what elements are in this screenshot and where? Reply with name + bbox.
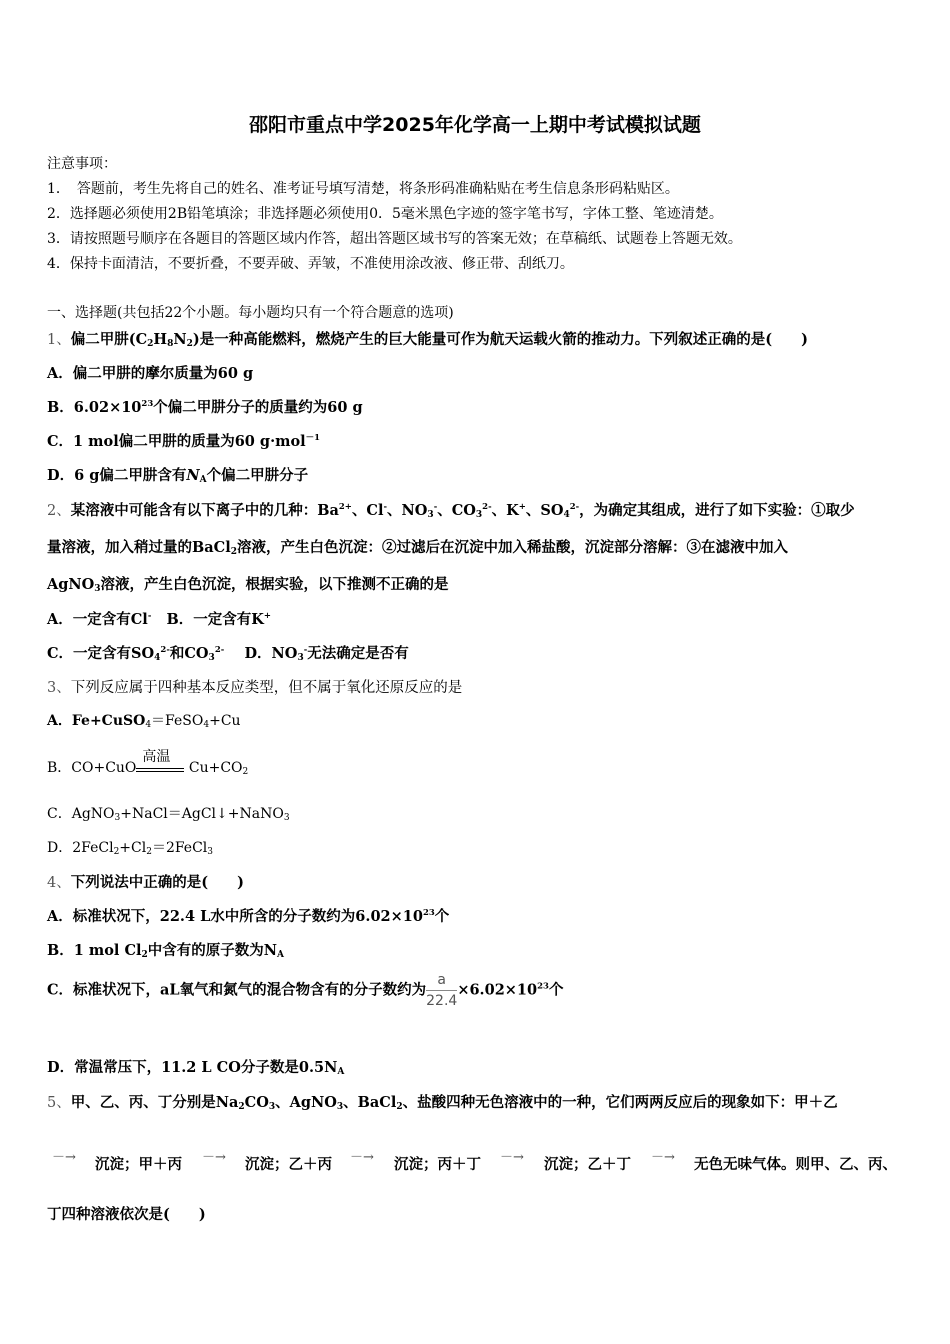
question-3-stem: 3、下列反应属于四种基本反应类型，但不属于氧化还原反应的是 bbox=[47, 680, 463, 696]
question-1-option-b: B．$6.02\times 10^{23}$个偏二甲肼分子的质量约为60 g bbox=[47, 399, 363, 416]
question-5-stem-line-3: 丁四种溶液依次是( ) bbox=[47, 1206, 206, 1223]
section-heading: 一、选择题(共包括22个小题。每小题均只有一个符合题意的选项) bbox=[47, 305, 454, 321]
reaction-arrow-icon: －→ bbox=[202, 1150, 226, 1165]
question-3-option-a: A．Fe+CuSO$_4$＝FeSO$_4$+Cu bbox=[47, 713, 241, 730]
question-2-options-cd: C．一定含有$SO_4^{2-}$和$CO_3^{2-}$ D．$NO_3^-$无法确定是否有 bbox=[47, 645, 409, 663]
question-3-option-b: B．CO+CuO 高温 $Cu+CO_2$ bbox=[47, 749, 249, 777]
question-3-option-d: D．$2FeCl_2+Cl_2=2FeCl_3$ bbox=[47, 840, 214, 857]
question-1-option-c: C．1 mol偏二甲肼的质量为60 g·mol$^{-1}$ bbox=[47, 433, 321, 450]
question-5-stem-line-1: 5、甲、乙、丙、丁分别是$Na_2CO_3$、AgNO$_3$、BaCl$_2$、盐酸四种无色溶液中的一种，它们两两反应后的现象如下：甲＋乙 bbox=[47, 1094, 838, 1112]
question-2-stem-line-3: AgNO$_3$溶液，产生白色沉淀，根据实验，以下推测不正确的是 bbox=[47, 576, 449, 594]
notice-item-2: 2．选择题必须使用2B铅笔填涂；非选择题必须使用0．5毫米黑色字迹的签字笔书写，字体工整、笔迹清楚。 bbox=[47, 206, 723, 222]
question-5-result-2: 沉淀；乙＋丙 bbox=[245, 1156, 332, 1173]
question-2-stem-line-1: 2、某溶液中可能含有以下离子中的几种：$Ba^{2+}$、Cl-、$NO_3^-$、$CO_3^{2-}$、K+、$SO_4^{2-}$，为确定其组成，进行了如下实验：①取少 bbox=[47, 502, 855, 520]
page-title: 邵阳市重点中学2025年化学高一上期中考试模拟试题 bbox=[249, 114, 701, 136]
question-1-stem: 1、偏二甲肼$(C_2H_8N_2)$是一种高能燃料，燃烧产生的巨大能量可作为航天运载火箭的推动力。下列叙述正确的是( ) bbox=[47, 331, 808, 349]
question-5-result-4: 沉淀；乙＋丁 bbox=[544, 1156, 631, 1173]
question-4-option-b: B．1 mol $Cl_2$中含有的原子数为$N_A$ bbox=[47, 942, 285, 960]
question-1-option-a: A．偏二甲肼的摩尔质量为60 g bbox=[47, 365, 254, 382]
notice-item-3: 3．请按照题号顺序在各题目的答题区域内作答，超出答题区域书写的答案无效；在草稿纸、试题卷上答题无效。 bbox=[47, 231, 742, 247]
notice-item-1: 1． 答题前，考生先将自己的姓名、准考证号填写清楚，将条形码准确粘贴在考生信息条形码粘贴区。 bbox=[47, 181, 679, 197]
reaction-arrow-icon: －→ bbox=[651, 1150, 675, 1165]
fraction-a-over-22-4: $\frac{a}{22.4}$ bbox=[426, 972, 458, 1009]
question-1-option-d: D．6 g偏二甲肼含有$N_A$个偏二甲肼分子 bbox=[47, 467, 309, 485]
notice-item-4: 4．保持卡面清洁，不要折叠，不要弄破、弄皱，不准使用涂改液、修正带、刮纸刀。 bbox=[47, 256, 574, 272]
reaction-arrow-icon: －→ bbox=[350, 1150, 374, 1165]
question-5-result-3: 沉淀；丙＋丁 bbox=[394, 1156, 481, 1173]
high-temp-condition: 高温 bbox=[136, 768, 184, 777]
question-4-option-a: A．标准状况下，22.4 L水中所含的分子数约为$6.02\times 10^{23}$个 bbox=[47, 908, 450, 925]
question-3-option-c: C．AgNO$_3$+NaCl＝AgCl↓+NaNO$_3$ bbox=[47, 806, 290, 823]
question-4-option-c: C．标准状况下，aL氧气和氮气的混合物含有的分子数约为 $\frac{a}{22.4}$ $\times 6.02\times 10^{23}$个 bbox=[47, 972, 564, 1009]
question-4-option-d: D．常温常压下，11.2 L CO分子数是$0.5N_A$ bbox=[47, 1059, 345, 1077]
question-2-options-ab: A．一定含有Cl- B．一定含有K+ bbox=[47, 611, 271, 628]
reaction-arrow-icon: －→ bbox=[500, 1150, 524, 1165]
question-5-result-1: 沉淀；甲＋丙 bbox=[95, 1156, 182, 1173]
question-5-result-5: 无色无味气体。则甲、乙、丙、 bbox=[694, 1156, 897, 1173]
notice-heading: 注意事项： bbox=[47, 156, 117, 172]
reaction-arrow-icon: －→ bbox=[52, 1150, 76, 1165]
question-2-stem-line-2: 量溶液，加入稍过量的BaCl$_2$溶液，产生白色沉淀：②过滤后在沉淀中加入稀盐酸，沉淀部分溶解：③在滤液中加入 bbox=[47, 539, 788, 557]
question-4-stem: 4、下列说法中正确的是( ) bbox=[47, 874, 244, 891]
